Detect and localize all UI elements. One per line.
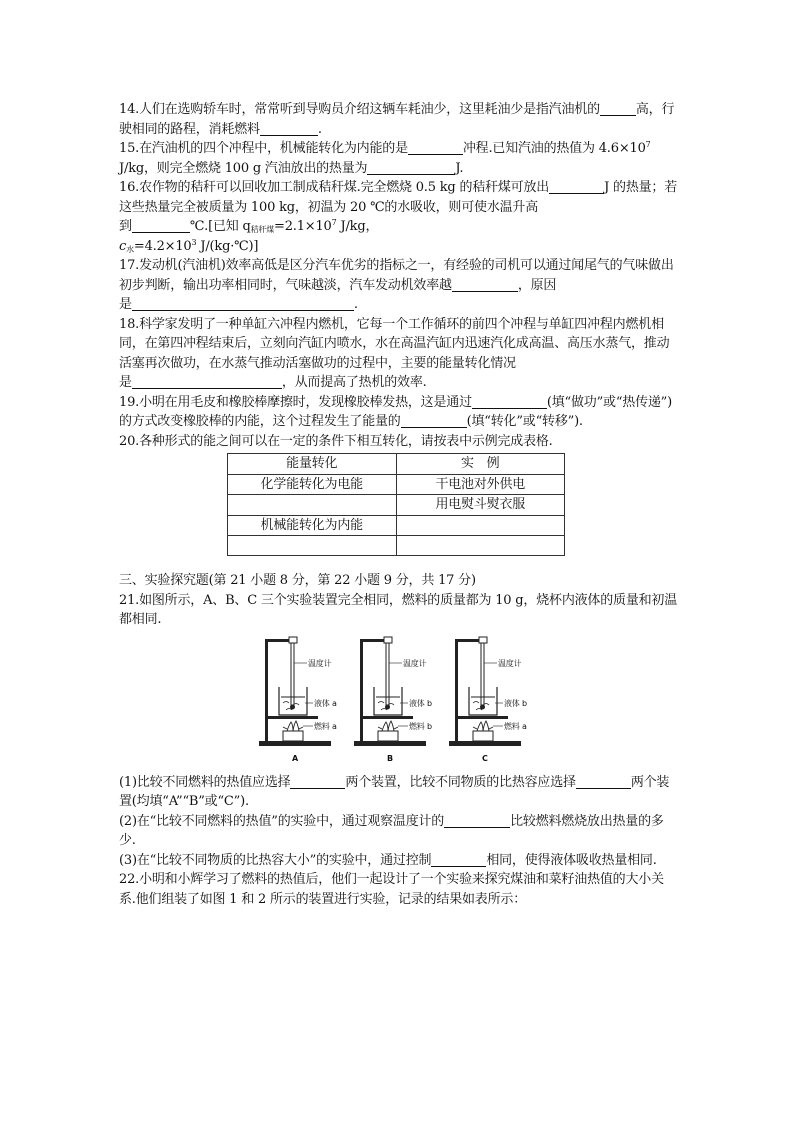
answer-blank[interactable]	[549, 179, 604, 194]
q14-text-2: 高，行驶相同的路程，消耗燃料	[119, 102, 675, 137]
q21-1-text-2: 两个装置，比较不同物质的比热容应选择	[345, 774, 576, 790]
fuel-label: 燃料 a	[314, 721, 337, 731]
section-3-heading: 三、实验探究题(第 21 小题 8 分，第 22 小题 9 分，共 17 分)	[119, 573, 476, 588]
stand-base	[354, 741, 426, 746]
table-row	[228, 474, 565, 495]
answer-blank[interactable]	[452, 277, 518, 292]
q16-text-6: J/kg，	[336, 219, 379, 234]
liquid-label: 液体 b	[409, 698, 432, 708]
answer-blank[interactable]	[367, 160, 455, 175]
q16-text-7: =4.2×10	[133, 238, 192, 254]
q21-1-text-1: (1)比较不同燃料的热值应选择	[119, 774, 291, 790]
clamp	[479, 637, 487, 643]
experiment-figure	[119, 633, 679, 773]
question-21-intro: 21.如图所示，A、B、C 三个实验装置完全相同，燃料的质量都为 10 g，烧杯内液体的质量和初温都相同.	[119, 592, 678, 627]
flame	[378, 721, 398, 731]
questions	[119, 100, 679, 909]
question-22: 22.小明和小辉学习了燃料的热值后，他们一起设计了一个实验来探究煤油和菜籽油热值的大小关系.他们组装了如图 1 和 2 所示的装置进行实验，记录的结果如表所示：	[119, 872, 664, 907]
question-18	[119, 315, 679, 393]
question-15	[119, 139, 679, 178]
stand-base	[259, 741, 331, 746]
table-row	[228, 536, 565, 556]
table-cell: 机械能转化为内能	[228, 515, 397, 536]
q16-text-2: J 的热量；若这些热量完全被质量为 100 kg，初温为 20 ℃的水吸收，则可使水温升高	[119, 180, 678, 215]
q16-exponent: 7	[331, 218, 337, 227]
liquid-label: 液体 b	[504, 698, 527, 708]
table-cell[interactable]	[396, 536, 565, 556]
q15-text-1: 15.在汽油机的四个冲程中，机械能转化为内能的是	[119, 141, 408, 156]
liquid-label: 液体 a	[314, 698, 337, 708]
answer-blank[interactable]	[132, 374, 282, 389]
q17-text-2: ，原因	[517, 277, 557, 293]
stand-rod	[360, 641, 363, 741]
question-19	[119, 393, 679, 432]
q15-text-2: 冲程.已知汽油的热值为 4.6×10	[462, 141, 646, 156]
question-21-part-1	[119, 773, 679, 812]
answer-blank[interactable]	[401, 413, 467, 428]
gauze-platform	[268, 716, 318, 719]
q19-text-2: (填“做功”或“热传递”)的方式改变橡胶棒的内能，这个过程发生了能量的	[119, 394, 673, 429]
answer-blank[interactable]	[600, 101, 636, 116]
table-cell: 用电熨斗熨衣服	[396, 495, 565, 516]
thermometer	[291, 643, 294, 705]
answer-blank[interactable]	[472, 394, 547, 409]
answer-blank[interactable]	[431, 852, 486, 867]
q16-symbol-c: c	[119, 238, 127, 254]
answer-blank[interactable]	[576, 774, 631, 789]
q16-subscript: 秸秆煤	[250, 225, 275, 234]
table-header-cell: 实 例	[396, 454, 565, 475]
q16-text-1: 16.农作物的秸秆可以回收加工制成秸秆煤.完全燃烧 0.5 kg 的秸秆煤可放出	[119, 180, 550, 195]
q21-1-text-3: 两个装置(均填“A”“B”或“C”).	[119, 774, 670, 809]
q14-text-3: .	[317, 121, 322, 137]
q21-2-text-2: 比较燃料燃烧放出热量的多少.	[119, 813, 664, 848]
energy-conversion-table	[227, 453, 565, 556]
fuel-burner	[473, 731, 493, 741]
apparatus-label: A	[292, 753, 298, 763]
thermometer-label: 温度计	[498, 658, 522, 668]
question-20: 20.各种形式的能之间可以在一定的条件下相互转化，请按表中示例完成表格.	[119, 433, 553, 449]
flame	[283, 721, 303, 731]
apparatus-label: B	[387, 753, 393, 763]
q15-exponent: 7	[645, 140, 651, 149]
clamp	[289, 637, 297, 643]
question-21-part-3	[119, 851, 679, 871]
answer-blank[interactable]	[444, 813, 510, 828]
q18-text-1: 18.科学家发明了一种单缸六冲程内燃机，它每一个工作循环的前四个冲程与单缸四冲程内燃机相同，在第四冲程结束后，立刻向汽缸内喷水，水在高温汽缸内迅速汽化成高温、高压水蒸气，推动活塞再次做功，在水蒸气推动活塞做功的过程中，主要的能量转化情况	[119, 316, 670, 371]
question-14	[119, 100, 679, 139]
table-header-cell: 能量转化	[228, 454, 397, 475]
q19-text-1: 19.小明在用毛皮和橡胶棒摩擦时，发现橡胶棒发热，这是通过	[119, 394, 472, 410]
answer-blank[interactable]	[260, 121, 318, 136]
q16-text-3: 到	[119, 219, 132, 234]
fuel-label: 燃料 a	[504, 721, 527, 731]
q17-text-4: .	[353, 297, 358, 312]
stand-rod	[265, 641, 268, 741]
q15-text-3: J/kg，则完全燃烧 100 g 汽油放出的热量为	[119, 160, 368, 176]
apparatus-diagram	[259, 633, 559, 769]
q16-exponent-2: 3	[191, 237, 197, 247]
q15-text-4: J.	[455, 160, 464, 176]
table-row	[228, 495, 565, 516]
stand-base	[449, 741, 521, 746]
q21-2-text-1: (2)在“比较不同燃料的热值”的实验中，通过观察温度计的	[119, 813, 445, 829]
q16-text-5: =2.1×10	[274, 219, 332, 234]
answer-blank[interactable]	[132, 218, 190, 233]
table-header-row	[228, 454, 565, 475]
table-cell[interactable]	[228, 536, 397, 556]
gauze-platform	[458, 716, 508, 719]
q16-text-4: ℃.[已知 q	[189, 219, 251, 234]
q21-3-text-2: 相同，使得液体吸收热量相同.	[486, 852, 657, 868]
clamp	[384, 637, 392, 643]
answer-blank[interactable]	[408, 140, 463, 155]
fuel-burner	[283, 731, 303, 741]
stand-rod	[455, 641, 458, 741]
table-cell[interactable]	[396, 515, 565, 536]
apparatus-label: C	[482, 753, 488, 763]
q19-text-3: (填“转化”或“转移”).	[466, 414, 583, 429]
thermometer	[386, 643, 389, 705]
q18-text-3: ，从而提高了热机的效率.	[281, 375, 427, 390]
q16-text-8: J/(kg·℃)]	[196, 238, 259, 254]
table-row	[228, 515, 565, 536]
question-16	[119, 178, 679, 256]
fuel-burner	[378, 731, 398, 741]
thermometer-label: 温度计	[403, 658, 427, 668]
q17-text-3: 是	[119, 297, 132, 312]
flame	[473, 721, 493, 731]
answer-blank[interactable]	[290, 774, 345, 789]
table-cell[interactable]	[228, 495, 397, 516]
answer-blank[interactable]	[132, 296, 354, 311]
q17-text-1: 17.发动机(汽油机)效率高低是区分汽车优劣的指标之一，有经验的司机可以通过闻尾气的气味做出初步判断，输出功率相同时，气味越淡，汽车发动机效率越	[119, 258, 674, 293]
q18-text-2: 是	[119, 375, 132, 390]
question-21-part-2	[119, 812, 679, 851]
gauze-platform	[363, 716, 413, 719]
thermometer-label: 温度计	[308, 658, 332, 668]
table-cell: 干电池对外供电	[396, 474, 565, 495]
fuel-label: 燃料 b	[409, 721, 432, 731]
thermometer	[481, 643, 484, 705]
q14-text-1: 14.人们在选购轿车时，常常听到导购员介绍这辆车耗油少，这里耗油少是指汽油机的	[119, 102, 600, 117]
question-17	[119, 256, 679, 315]
q16-subscript-2: 水	[126, 244, 134, 254]
table-cell: 化学能转化为电能	[228, 474, 397, 495]
q21-3-text-1: (3)在“比较不同物质的比热容大小”的实验中，通过控制	[119, 852, 432, 868]
